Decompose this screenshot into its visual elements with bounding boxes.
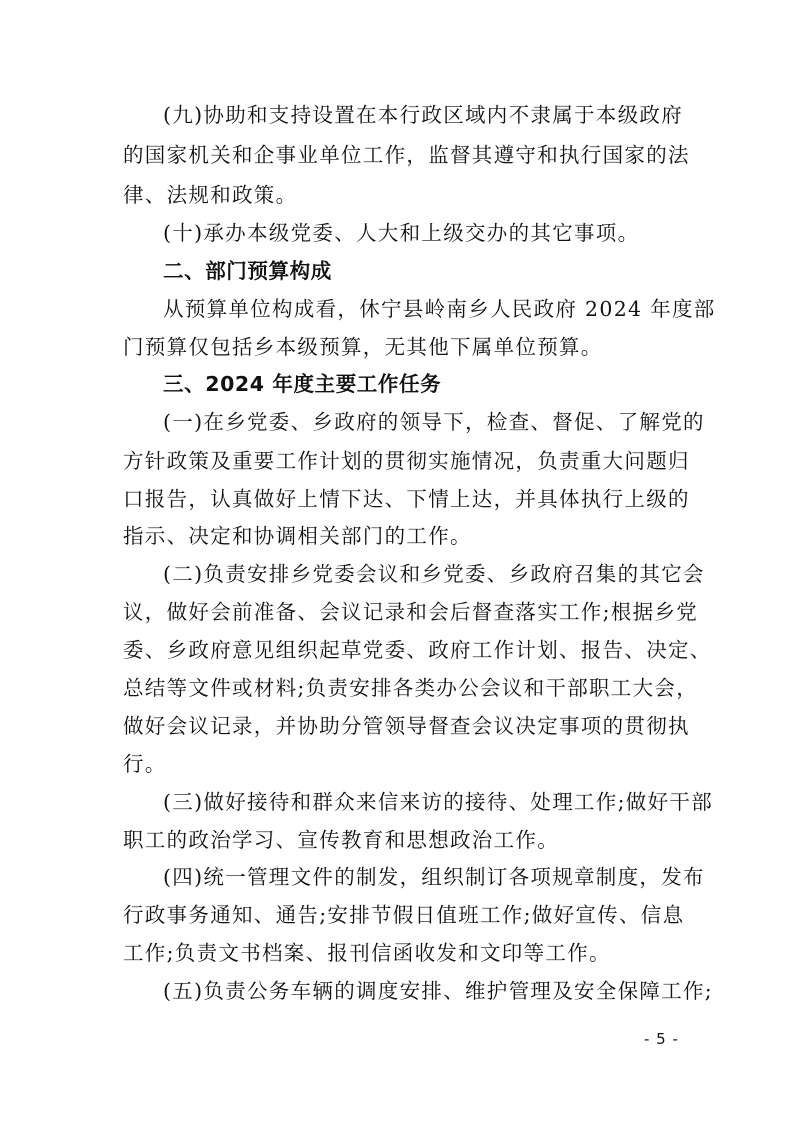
text-line: 职工的政治学习、宣传教育和思想政治工作。: [123, 828, 559, 852]
text-line: 指示、决定和协调相关部门的工作。: [123, 524, 472, 548]
text-line: 的国家机关和企事业单位工作，监督其遵守和执行国家的法: [123, 143, 690, 167]
text-line: (一)在乡党委、乡政府的领导下，检查、督促、了解党的: [163, 410, 705, 434]
section-heading: 三、2024 年度主要工作任务: [163, 372, 442, 396]
section-heading: 二、部门预算构成: [163, 259, 332, 283]
text-line: (五)负责公务车辆的调度安排、维护管理及安全保障工作;: [163, 979, 714, 1003]
text-line: 工作;负责文书档案、报刊信函收发和文印等工作。: [123, 941, 611, 965]
text-line: (四)统一管理文件的制发，组织制订各项规章制度，发布: [163, 865, 705, 889]
text-line: (九)协助和支持设置在本行政区域内不隶属于本级政府: [163, 103, 683, 127]
text-line: 议，做好会前准备、会议记录和会后督查落实工作;根据乡党: [123, 600, 699, 624]
text-line: 行政事务通知、通告;安排节假日值班工作;做好宣传、信息: [123, 903, 685, 927]
text-line: 门预算仅包括乡本级预算，无其他下属单位预算。: [123, 335, 603, 359]
text-line: (十)承办本级党委、人大和上级交办的其它事项。: [163, 221, 640, 245]
text-line: 口报告，认真做好上情下达、下情上达，并具体执行上级的: [123, 487, 690, 511]
page-number: - 5 -: [644, 1030, 679, 1048]
text-line: 委、乡政府意见组织起草党委、政府工作计划、报告、决定、: [123, 638, 712, 662]
text-line: 从预算单位构成看，休宁县岭南乡人民政府 2024 年度部: [163, 297, 716, 321]
text-line: 做好会议记录，并协助分管领导督查会议决定事项的贯彻执: [123, 714, 690, 738]
text-line: 方针政策及重要工作计划的贯彻实施情况，负责重大问题归: [123, 449, 690, 473]
text-line: 总结等文件或材料;负责安排各类办公会议和干部职工大会，: [123, 676, 699, 700]
text-line: 律、法规和政策。: [123, 183, 298, 207]
text-line: (三)做好接待和群众来信来访的接待、处理工作;做好干部: [163, 790, 714, 814]
text-line: (二)负责安排乡党委会议和乡党委、乡政府召集的其它会: [163, 562, 705, 586]
text-line: 行。: [123, 752, 167, 776]
